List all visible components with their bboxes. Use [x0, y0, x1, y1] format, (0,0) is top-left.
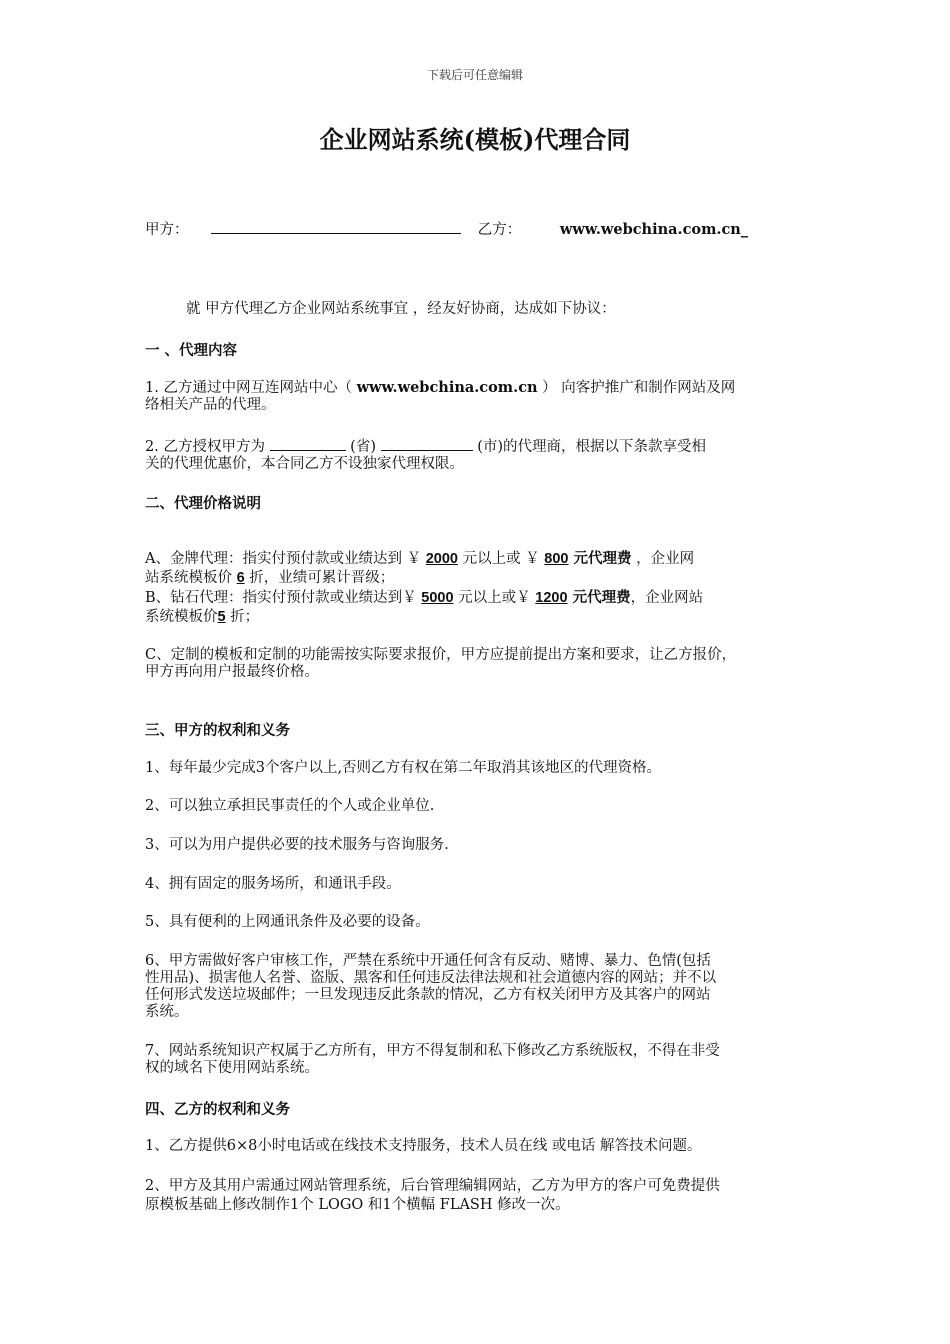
diamond-agent-clause [145, 588, 815, 627]
party-b-label: 乙方： [477, 222, 522, 238]
s4-item2-line2: 原模板基础上修改制作1个 LOGO 和1个横幅 FLASH 修改一次。 [145, 1197, 570, 1213]
item7-line1: 7、网站系统知识产权属于乙方所有，甲方不得复制和私下修改乙方系统版权，不得在非受 [145, 1043, 720, 1059]
diamond-fee-label: 元代理费 [567, 589, 631, 606]
item6-line4: 系统。 [145, 1004, 189, 1020]
diamond-fee: 1200 [535, 590, 568, 606]
gold-fee: 800 [544, 551, 569, 567]
section1-item1-text: 1. 乙方通过中网互连网站中心（ [145, 380, 357, 396]
section2-heading: 二、代理价格说明 [145, 496, 261, 512]
gold-text-mid: 元以上或 ￥ [457, 551, 545, 567]
custom-line2: 甲方再向用户报最终价格。 [145, 664, 319, 680]
item6-line1: 6、甲方需做好客户审核工作，严禁在系统中开通任何含有反动、赌博、暴力、色情(包括 [145, 953, 711, 969]
section4-item2 [145, 1177, 815, 1215]
gold-line2: 站系统模板价 [145, 570, 237, 586]
section1-item2-text-d: 关的代理优惠价，本合同乙方不设独家代理权限。 [145, 456, 464, 472]
gold-amount: 2000 [425, 551, 458, 567]
section3-item2: 2、可以独立承担民事责任的个人或企业单位. [145, 798, 435, 814]
gold-line2-tail: 折，业绩可累计晋级； [244, 570, 395, 586]
page-title: 企业网站系统(模板)代理合同 [319, 125, 631, 154]
diamond-text: B、钻石代理：指实付预付款或业绩达到￥ [145, 590, 422, 606]
diamond-line2: 系统模板价 [145, 609, 218, 625]
city-blank[interactable] [381, 436, 473, 451]
gold-agent-clause [145, 549, 815, 588]
party-a-label: 甲方： [145, 222, 189, 238]
diamond-text-mid: 元以上或￥ [453, 590, 536, 606]
item6-line2: 性用品)、损害他人名誉、盗版、黑客和任何违反法律法规和社会道德内容的网站；并不以 [145, 970, 717, 986]
item7-line2: 权的域名下使用网站系统。 [145, 1060, 319, 1076]
section1-item1-text-c: 络相关产品的代理。 [145, 397, 276, 413]
section1-item2-text-c: (市)的代理商，根据以下条款享受相 [472, 439, 707, 455]
section3-item4: 4、拥有固定的服务场所，和通讯手段。 [145, 876, 401, 892]
section1-item1-text-b: ） 向客护推广和制作网站及网 [537, 380, 736, 396]
section1-heading: 一 、代理内容 [145, 343, 238, 359]
party-a-blank[interactable] [211, 219, 461, 234]
gold-text-tail: ，企业网 [631, 551, 695, 567]
section1-item1 [145, 379, 815, 414]
diamond-line2-tail: 折； [225, 609, 260, 625]
section1-item2-text-b: (省) [345, 439, 381, 455]
custom-line1: C、定制的模板和定制的功能需按实际要求报价，甲方应提前提出方案和要求，让乙方报价， [145, 647, 737, 663]
province-blank[interactable] [270, 436, 346, 451]
intro-text: 就 甲方代理乙方企业网站系统事宜 ，经友好协商，达成如下协议： [186, 301, 616, 317]
section3-heading: 三、甲方的权利和义务 [145, 723, 290, 739]
section4-heading: 四、乙方的权利和义务 [145, 1102, 290, 1118]
section3-item7 [145, 1043, 815, 1077]
section1-item2-text: 2. 乙方授权甲方为 [145, 439, 270, 455]
section3-item1: 1、每年最少完成3个客户以上,否则乙方有权在第二年取消其该地区的代理资格。 [145, 760, 662, 776]
webchina-url: www.webchina.com.cn [356, 379, 538, 396]
gold-fee-label: 元代理费 [568, 550, 632, 567]
section1-item2 [145, 436, 815, 473]
gold-discount: 6 [236, 570, 245, 586]
section3-item3: 3、可以为用户提供必要的技术服务与咨询服务. [145, 837, 449, 853]
custom-clause [145, 647, 815, 681]
header-note: 下载后可任意编辑 [426, 68, 523, 82]
diamond-amount: 5000 [421, 590, 454, 606]
s4-item2-line1: 2、甲方及其用户需通过网站管理系统，后台管理编辑网站，乙方为甲方的客户可免费提供 [145, 1178, 720, 1194]
section4-item1: 1、乙方提供6×8小时电话或在线技术支持服务，技术人员在线 或电话 解答技术问题。 [145, 1138, 702, 1154]
parties-line [145, 219, 815, 240]
party-b-value: www.webchina.com.cn_ [559, 221, 749, 238]
diamond-text-tail: ，企业网站 [630, 590, 704, 606]
diamond-discount: 5 [217, 609, 226, 625]
gold-text: A、金牌代理：指实付预付款或业绩达到 ￥ [145, 551, 426, 567]
item6-line3: 任何形式发送垃圾邮件；一旦发现违反此条款的情况，乙方有权关闭甲方及其客户的网站 [145, 987, 711, 1003]
section3-item6 [145, 953, 815, 1021]
section3-item5: 5、具有便利的上网通讯条件及必要的设备。 [145, 914, 430, 930]
